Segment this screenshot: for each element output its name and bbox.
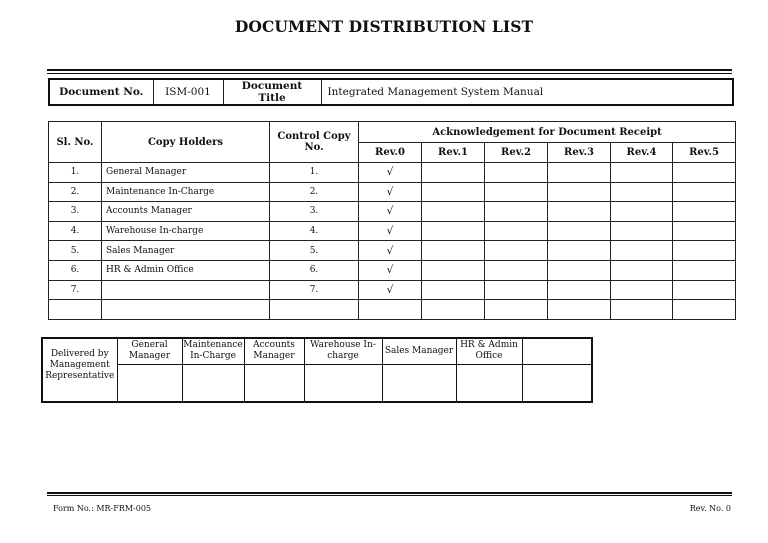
rev-cell — [611, 260, 673, 280]
rev-cell — [611, 241, 673, 261]
rev-cell — [548, 241, 611, 261]
sl-cell: 3. — [49, 202, 102, 222]
rev-cell — [611, 182, 673, 202]
sl-cell: 4. — [49, 221, 102, 241]
table-row — [49, 260, 736, 280]
delivered-col-header: HR & Admin Office — [456, 338, 522, 364]
rev-cell — [673, 163, 736, 183]
form-number: Form No.: MR-FRM-005 — [53, 504, 151, 513]
rev-cell — [422, 182, 485, 202]
delivered-col-header: Warehouse In-charge — [304, 338, 382, 364]
sl-cell: 1. — [49, 163, 102, 183]
rev-cell — [485, 182, 548, 202]
signature-cell — [382, 364, 456, 402]
sl-cell: 2. — [49, 182, 102, 202]
holder-cell: HR & Admin Office — [102, 260, 270, 280]
doc-title-value: Integrated Management System Manual — [321, 79, 733, 105]
rev-cell — [548, 280, 611, 300]
rev-cell — [673, 260, 736, 280]
delivered-col-header: Sales Manager — [382, 338, 456, 364]
doc-no-value: ISM-001 — [153, 79, 223, 105]
signature-cell — [244, 364, 304, 402]
signature-cell — [182, 364, 244, 402]
signature-cell — [522, 364, 592, 402]
table-row — [49, 163, 736, 183]
document-info-table — [48, 78, 734, 106]
rev-cell — [673, 241, 736, 261]
rev-cell — [485, 163, 548, 183]
copy-cell: 3. — [270, 202, 359, 222]
footer-rule — [47, 492, 732, 496]
header-sl-no: Sl. No. — [49, 122, 102, 163]
holder-cell: Accounts Manager — [102, 202, 270, 222]
rev-cell — [485, 221, 548, 241]
holder-cell: Warehouse In-charge — [102, 221, 270, 241]
rev-cell — [611, 163, 673, 183]
rev-cell — [673, 202, 736, 222]
holder-cell: Sales Manager — [102, 241, 270, 261]
sl-cell: 7. — [49, 280, 102, 300]
header-copy-holders: Copy Holders — [102, 122, 270, 163]
table-row — [49, 280, 736, 300]
header-acknowledgement: Acknowledgement for Document Receipt — [359, 122, 736, 143]
signature-cell — [304, 364, 382, 402]
header-rev: Rev.0 — [359, 143, 422, 163]
copy-cell: 2. — [270, 182, 359, 202]
header-rev: Rev.2 — [485, 143, 548, 163]
rev-cell — [485, 280, 548, 300]
rev-cell — [422, 202, 485, 222]
holder-cell: Maintenance In-Charge — [102, 182, 270, 202]
header-rev: Rev.4 — [611, 143, 673, 163]
holder-cell: General Manager — [102, 163, 270, 183]
rev0-check: √ — [359, 241, 422, 261]
rev0-check: √ — [359, 221, 422, 241]
rev0-check: √ — [359, 163, 422, 183]
rev-cell — [485, 241, 548, 261]
header-rule — [47, 69, 732, 74]
delivered-table — [41, 337, 593, 403]
rev-cell — [548, 260, 611, 280]
rev-cell — [485, 260, 548, 280]
sl-cell: 5. — [49, 241, 102, 261]
rev-cell — [548, 182, 611, 202]
rev-cell — [548, 163, 611, 183]
rev0-check: √ — [359, 260, 422, 280]
delivered-col-header: Accounts Manager — [244, 338, 304, 364]
rev-cell — [548, 221, 611, 241]
table-row — [49, 202, 736, 222]
rev-cell — [422, 280, 485, 300]
copy-cell: 5. — [270, 241, 359, 261]
signature-cell — [117, 364, 182, 402]
rev0-check: √ — [359, 202, 422, 222]
rev0-check: √ — [359, 182, 422, 202]
delivered-col-header: General Manager — [117, 338, 182, 364]
sl-cell: 6. — [49, 260, 102, 280]
table-row — [49, 241, 736, 261]
copy-cell: 4. — [270, 221, 359, 241]
rev-cell — [422, 241, 485, 261]
doc-title-label: Document Title — [223, 79, 321, 105]
rev-cell — [548, 202, 611, 222]
rev-cell — [673, 280, 736, 300]
rev-cell — [422, 163, 485, 183]
copy-cell: 7. — [270, 280, 359, 300]
copy-cell: 1. — [270, 163, 359, 183]
header-rev: Rev.5 — [673, 143, 736, 163]
delivered-col-header — [522, 338, 592, 364]
revision-number: Rev. No. 0 — [689, 504, 731, 513]
rev-cell — [422, 221, 485, 241]
rev0-check: √ — [359, 280, 422, 300]
signature-cell — [456, 364, 522, 402]
holder-cell — [102, 280, 270, 300]
table-row-empty — [49, 300, 736, 320]
rev-cell — [673, 221, 736, 241]
delivered-col-header: Maintenance In-Charge — [182, 338, 244, 364]
distribution-table — [48, 121, 736, 320]
rev-cell — [611, 280, 673, 300]
doc-no-label: Document No. — [49, 79, 153, 105]
header-rev: Rev.1 — [422, 143, 485, 163]
rev-cell — [422, 260, 485, 280]
rev-cell — [485, 202, 548, 222]
rev-cell — [611, 221, 673, 241]
table-row — [49, 221, 736, 241]
header-control-copy: Control Copy No. — [270, 122, 359, 163]
delivered-by-label: Delivered by Management Representative — [42, 338, 117, 402]
header-rev: Rev.3 — [548, 143, 611, 163]
table-row — [49, 182, 736, 202]
copy-cell: 6. — [270, 260, 359, 280]
rev-cell — [611, 202, 673, 222]
rev-cell — [673, 182, 736, 202]
document-title: DOCUMENT DISTRIBUTION LIST — [234, 17, 534, 36]
